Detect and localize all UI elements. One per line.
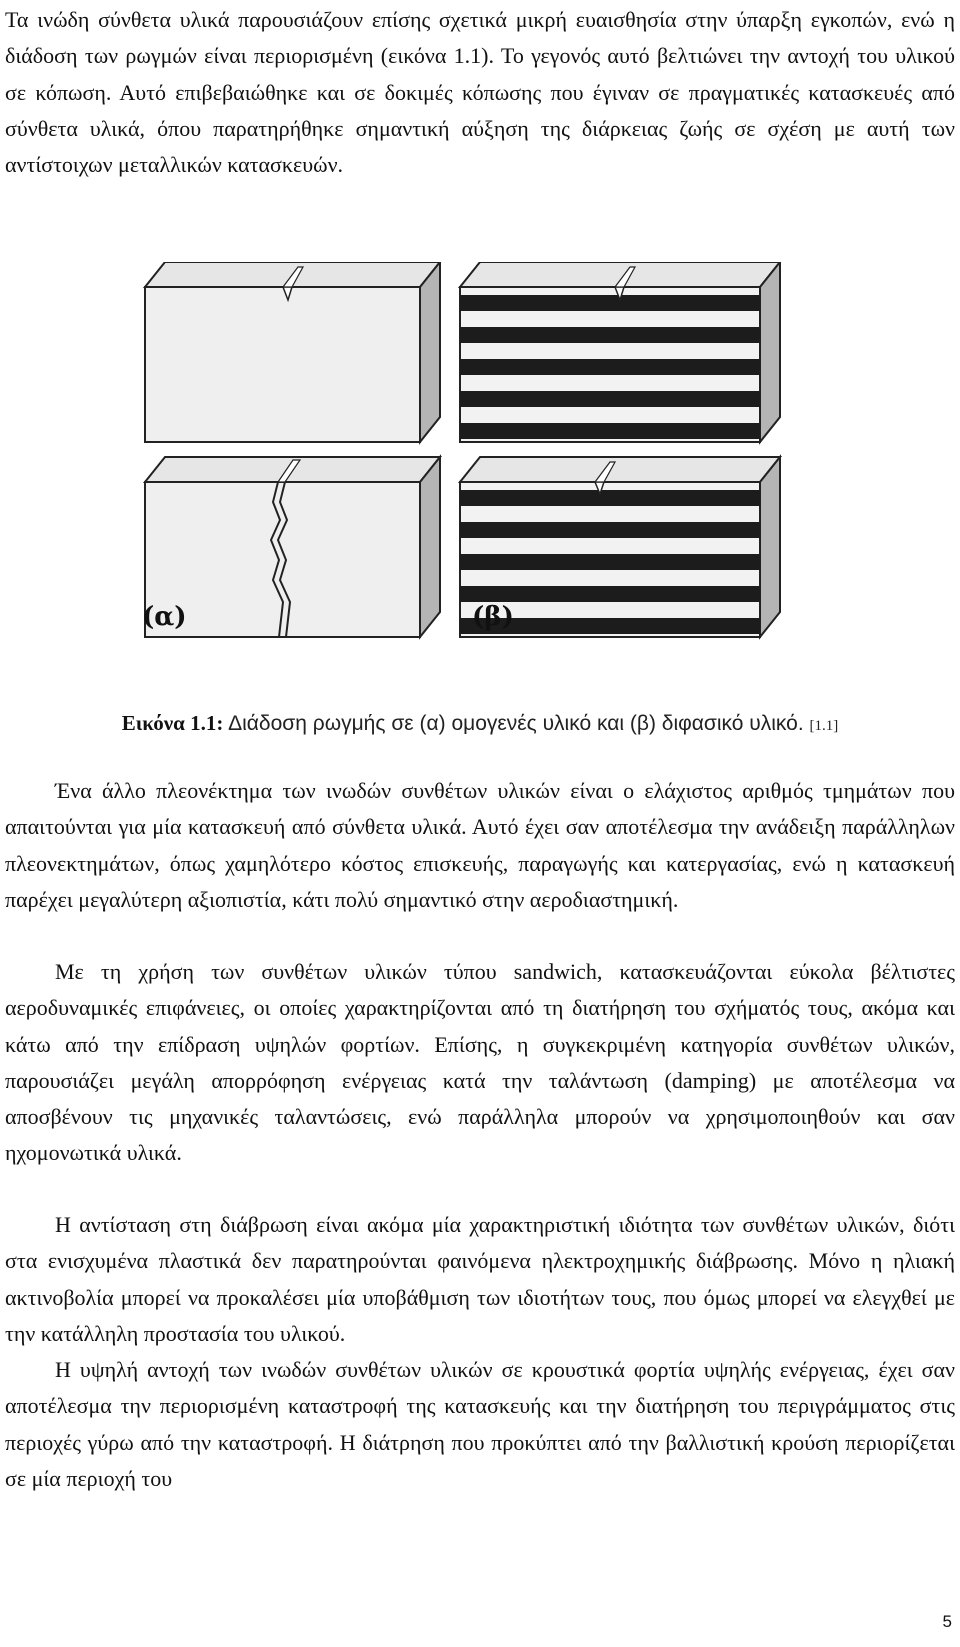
paragraph-1: Τα ινώδη σύνθετα υλικά παρουσιάζουν επίσης σχετικά μικρή ευαισθησία στην ύπαρξη εγκοπών, ενώ η διάδοση των ρωγμών είναι περιορισμένη (εικόνα 1.1). Το γεγονός αυτό βελτιώνει την αντοχή του υλικού σε κόπωση. Αυτό επιβεβαιώθηκε και σε δοκιμές κόπωσης που έγιναν σε πραγματικές κατασκευές από σύνθετα υλικά, όπου παρατηρήθηκε σημαντική αύξηση της διάρκειας ζωής σε σχέση με αυτή των αντίστοιχων μεταλλικών κατασκευών.	[5, 7, 955, 178]
figure-label-a: (α)	[142, 602, 187, 632]
caption-number: Εικόνα 1.1:	[121, 711, 224, 735]
block-a-bottom	[145, 457, 440, 637]
paragraph-3: Με τη χρήση των συνθέτων υλικών τύπου sandwich, κατασκευάζονται εύκολα βέλτιστες αεροδυναμικές επιφάνειες, οι οποίες χαρακτηρίζονται από τη διατήρηση του σχήματός τους, ακόμα και κάτω από την επίδραση υψηλών φορτίων. Επίσης, η συγκεκριμένη κατηγορία συνθέτων υλικών, παρουσιάζει μεγάλη απορρόφηση ενέργειας κατά την ταλάντωση (damping) με αποτέλεσμα να αποσβένουν τις μηχανικές ταλαντώσεις, ενώ παράλληλα μπορούν να χρησιμοποιηθούν και σαν ηχομονωτικά υλικά.	[5, 959, 955, 1166]
caption-reference: [1.1]	[809, 718, 839, 734]
figure-caption	[0, 711, 960, 736]
page-number: 5	[942, 1612, 952, 1631]
block-b-top	[460, 262, 780, 442]
figure-label-b: (β)	[472, 602, 514, 632]
caption-text: Διάδοση ρωγμής σε (α) ομογενές υλικό και (β) διφασικό υλικό.	[223, 712, 804, 735]
paragraph-4: Η αντίσταση στη διάβρωση είναι ακόμα μία χαρακτηριστική ιδιότητα των συνθέτων υλικών, διότι στα ενισχυμένα πλαστικά δεν παρατηρούνται φαινόμενα ηλεκτροχημικής διάβρωσης. Μόνο η ηλιακή ακτινοβολία μπορεί να προκαλέσει μία υποβάθμιση των ιδιοτήτων τους, που όμως μπορεί να ελεγχθεί με την κατάλληλη προστασία του υλικού.	[5, 1212, 955, 1346]
paragraph-2: Ένα άλλο πλεονέκτημα των ινωδών συνθέτων υλικών είναι ο ελάχιστος αριθμός τμημάτων που απαιτούνται για μία κατασκευή από σύνθετα υλικά. Αυτό έχει σαν αποτέλεσμα την ανάδειξη παράλληλων πλεονεκτημάτων, όπως χαμηλότερο κόστος επισκευής, παραγωγής και κατεργασίας, ενώ η κατασκευή παρέχει μεγαλύτερη αξιοπιστία, κάτι πολύ σημαντικό στην αεροδιαστημική.	[5, 778, 955, 912]
figure-1-1	[140, 262, 840, 672]
block-a-top	[145, 262, 440, 442]
paragraph-5: Η υψηλή αντοχή των ινωδών συνθέτων υλικών σε κρουστικά φορτία υψηλής ενέργειας, έχει σαν αποτέλεσμα την περιορισμένη καταστροφή της κατασκευής και την διατήρηση του περιγράμματος στις περιοχές γύρω από την καταστροφή. Η διάτρηση που προκύπτει από την βαλλιστική κρούση περιορίζεται σε μία περιοχή του	[5, 1357, 955, 1491]
